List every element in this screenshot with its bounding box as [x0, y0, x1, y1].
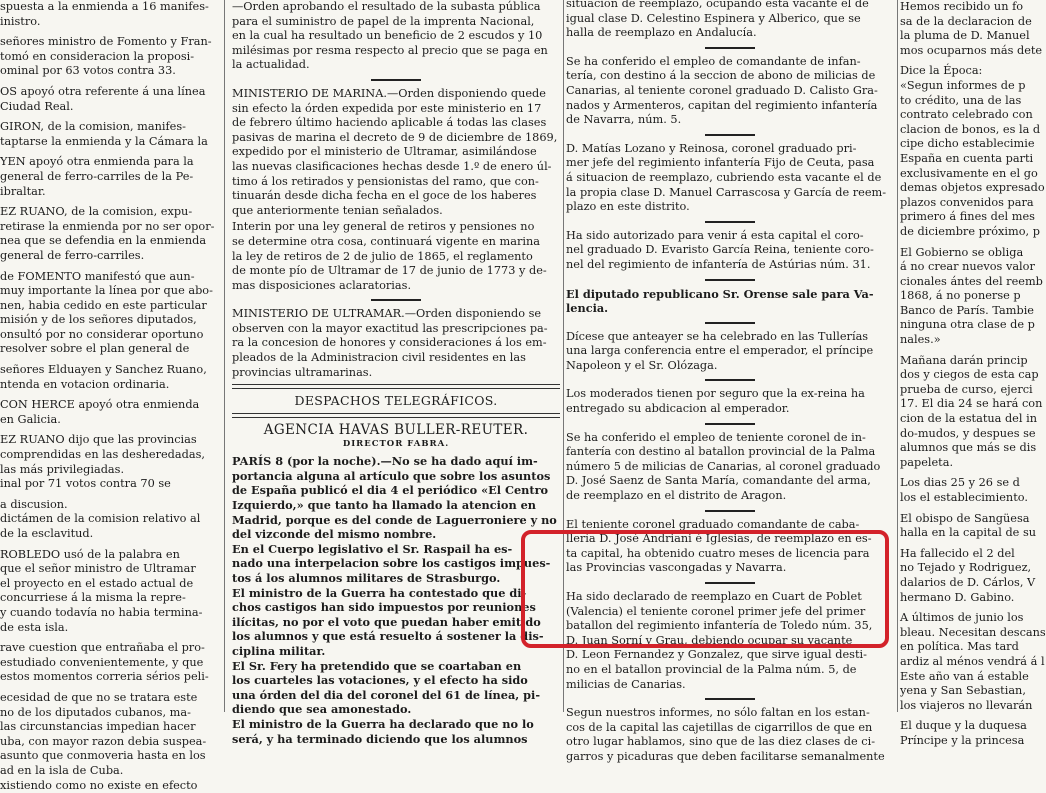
text-line: YEN apoyó otra enmienda para la: [0, 155, 214, 170]
paragraph: [0, 498, 214, 542]
text-line: EZ RUANO, de la comision, expu-: [0, 205, 214, 220]
text-line: inal por 71 votos contra 70 se: [0, 477, 214, 492]
text-line: Ha sido declarado de reemplazo en Cuart de Poblet: [566, 590, 894, 605]
separator: [705, 47, 755, 49]
text-line: papeleta.: [900, 456, 1042, 471]
text-line: entregado su abdicacion al emperador.: [566, 402, 894, 417]
text-line: Interin por una ley general de retiros y pensiones no: [232, 220, 560, 235]
text-line: El diputado republicano Sr. Orense sale para Va-: [566, 287, 894, 302]
text-line: de FOMENTO manifestó que aun-: [0, 270, 214, 285]
text-line: dictámen de la comision relativo al: [0, 512, 214, 527]
text-line: ntenda en votacion ordinaria.: [0, 378, 214, 393]
text-line: El Gobierno se obliga: [900, 246, 1042, 261]
orense-paragraph: [566, 287, 894, 316]
agency-title: AGENCIA HAVAS BULLER-REUTER.: [232, 422, 560, 439]
text-line: EZ RUANO dijo que las provincias: [0, 433, 214, 448]
text-line: sin efecto la órden expedida por este ministerio en 17: [232, 102, 560, 117]
text-line: chos castigos han sido impuestos por reuniones: [232, 600, 560, 615]
text-line: de esta isla.: [0, 621, 214, 636]
text-line: pasivas de marina el decreto de 9 de diciembre de 1869,: [232, 131, 560, 146]
paragraph: [0, 548, 214, 636]
text-line: «Segun informes de p: [900, 79, 1042, 94]
text-line: MINISTERIO DE MARINA.—Orden disponiendo quede: [232, 87, 560, 102]
text-line: hermano D. Gabino.: [900, 591, 1042, 606]
separator: [705, 221, 755, 223]
text-line: El obispo de Sangüesa: [900, 512, 1042, 527]
paragraph: [0, 691, 214, 793]
paragraph: [0, 363, 214, 392]
text-line: en política. Mas tard: [900, 640, 1042, 655]
text-line: la pluma de D. Manuel: [900, 29, 1042, 44]
paragraph: [900, 719, 1042, 748]
paragraph: [0, 270, 214, 358]
ministerio-ultramar: [232, 307, 560, 380]
highlight-box: [521, 530, 889, 648]
paragraph: [900, 64, 1042, 239]
text-line: inistro.: [0, 15, 214, 30]
paragraph: [900, 611, 1042, 713]
column-1: [0, 0, 214, 712]
text-line: retirase la enmienda por no ser opor-: [0, 220, 214, 235]
text-line: OS apoyó otra referente á una línea: [0, 85, 214, 100]
text-line: cos de la capital las cajetillas de cigarrillos de que en: [566, 721, 894, 736]
text-line: D. Juan Sorní y Grau, debiendo ocupar su vacante: [566, 634, 894, 649]
paragraph: [0, 205, 214, 263]
paragraph: [0, 120, 214, 149]
text-line: A últimos de junio los: [900, 611, 1042, 626]
text-line: PARÍS 8 (por la noche).—No se ha dado aquí im-: [232, 454, 560, 469]
paragraph: [900, 246, 1042, 348]
text-line: El duque y la duquesa: [900, 719, 1042, 734]
text-line: Príncipe y la princesa: [900, 734, 1042, 749]
text-line: mer jefe del regimiento infantería Fijo de Ceuta, pasa: [566, 156, 894, 171]
text-line: de febrero último haciendo aplicable á todas las clases: [232, 116, 560, 131]
text-line: rave cuestion que entrañaba el pro-: [0, 641, 214, 656]
text-line: los viajeros no llevarán: [900, 699, 1042, 714]
double-rule: [232, 384, 560, 389]
text-line: xistiendo como no existe en efecto: [0, 779, 214, 793]
comandante-paragraph: [566, 55, 894, 128]
text-line: Mañana darán princip: [900, 354, 1042, 369]
text-line: Este año van á estable: [900, 670, 1042, 685]
text-line: D. Leon Fernandez y Gonzalez, que sirve igual desti-: [566, 648, 894, 663]
text-line: España en cuenta parti: [900, 152, 1042, 167]
paragraph: [0, 433, 214, 491]
text-line: plazo en este distrito.: [566, 200, 894, 215]
text-line: nen, habia cedido en este particular: [0, 299, 214, 314]
text-line: Napoleon y el Sr. Olózaga.: [566, 359, 894, 374]
paragraph: [900, 547, 1042, 605]
paragraph: [900, 476, 1042, 505]
text-line: 17. El dia 24 se hará con: [900, 397, 1042, 412]
text-line: (Valencia) el teniente coronel primer jefe del primer: [566, 605, 894, 620]
text-line: D. José Saenz de Santa María, comandante del arma,: [566, 474, 894, 489]
text-line: general de ferro-carriles.: [0, 249, 214, 264]
text-line: á situacion de reemplazo, cubriendo esta vacante el de: [566, 171, 894, 186]
text-line: garros y picaduras que deben facilitarse semanalmente: [566, 750, 894, 765]
text-line: muy importante la línea por que abo-: [0, 284, 214, 299]
text-line: Se ha conferido el empleo de teniente coronel de in-: [566, 431, 894, 446]
paragraph: [900, 0, 1042, 58]
text-line: del vizconde del mismo nombre.: [232, 527, 560, 542]
text-line: D. Matías Lozano y Reinosa, coronel graduado pri-: [566, 142, 894, 157]
text-line: estudiado convenientemente, y que: [0, 656, 214, 671]
order-paper-subasta: [232, 0, 560, 73]
text-line: comprendidas en las desheredadas,: [0, 448, 214, 463]
paragraph: [0, 35, 214, 79]
text-line: la actualidad.: [232, 58, 560, 73]
text-line: expedido por el ministerio de Ultramar, asimilándose: [232, 145, 560, 160]
director-line: DIRECTOR FABRA.: [232, 439, 560, 450]
text-line: El ministro de la Guerra ha declarado que no lo: [232, 717, 560, 732]
column-rule: [897, 0, 898, 712]
text-line: no de los diputados cubanos, ma-: [0, 706, 214, 721]
text-line: yena y San Sebastian,: [900, 684, 1042, 699]
text-line: nel graduado D. Evaristo García Reina, teniente coro-: [566, 243, 894, 258]
text-line: otro lugar hablamos, sino que de las diez clases de ci-: [566, 735, 894, 750]
text-line: Dícese que anteayer se ha celebrado en las Tullerías: [566, 330, 894, 345]
text-line: plazos convenidos para: [900, 196, 1042, 211]
retiros-paragraph: [232, 220, 560, 293]
text-line: que el señor ministro de Ultramar: [0, 562, 214, 577]
text-line: nados y Armenteros, capitan del regimiento infantería: [566, 99, 894, 114]
text-line: y cuando todavía no habia termina-: [0, 606, 214, 621]
text-line: de reemplazo en el distrito de Aragon.: [566, 489, 894, 504]
text-line: la ley de retiros de 2 de julio de 1865, el reglamento: [232, 250, 560, 265]
saenz-paragraph: [566, 431, 894, 504]
text-line: milicias de Canarias.: [566, 678, 894, 693]
text-line: do-mudos, y despues se: [900, 427, 1042, 442]
text-line: taptarse la enmienda y la Cámara la: [0, 135, 214, 150]
text-line: to crédito, una de las: [900, 94, 1042, 109]
text-line: ROBLEDO usó de la palabra en: [0, 548, 214, 563]
text-line: fantería con destino al batallon provincial de la Palma: [566, 445, 894, 460]
text-line: una larga conferencia entre el emperador, el príncipe: [566, 344, 894, 359]
separator: [371, 79, 421, 81]
text-line: igual clase D. Celestino Espinera y Alberico, que se: [566, 12, 894, 27]
lozano-paragraph: [566, 142, 894, 215]
text-line: ibraltar.: [0, 185, 214, 200]
text-line: la propia clase D. Manuel Carrascosa y García de reem-: [566, 186, 894, 201]
text-line: clacion de bonos, es la d: [900, 123, 1042, 138]
text-line: milésimas por resma respecto al precio que se paga en: [232, 44, 560, 59]
text-line: nado una interpelacion sobre los castigos impues-: [232, 556, 560, 571]
text-line: Ha fallecido el 2 del: [900, 547, 1042, 562]
text-line: exclusivamente en el go: [900, 167, 1042, 182]
text-line: demas objetos expresado: [900, 181, 1042, 196]
text-line: —Orden aprobando el resultado de la subasta pública: [232, 0, 560, 15]
text-line: señores ministro de Fomento y Fran-: [0, 35, 214, 50]
text-line: general de ferro-carriles de la Pe-: [0, 170, 214, 185]
raspail-paragraph: [232, 542, 560, 586]
text-line: Hemos recibido un fo: [900, 0, 1042, 15]
text-line: MINISTERIO DE ULTRAMAR.—Orden disponiendo se: [232, 307, 560, 322]
text-line: provincias ultramarinas.: [232, 366, 560, 381]
text-line: contrato celebrado con: [900, 108, 1042, 123]
text-line: mas disposiciones aclaratorias.: [232, 279, 560, 294]
text-line: tinuarán desde dicha fecha en el goce de los haberes: [232, 189, 560, 204]
text-line: halla en la capital de su: [900, 526, 1042, 541]
separator: [705, 322, 755, 324]
text-line: Los dias 25 y 26 se d: [900, 476, 1042, 491]
separator: [705, 423, 755, 425]
text-line: ominal por 63 votos contra 33.: [0, 64, 214, 79]
fery-paragraph: [232, 659, 560, 717]
double-rule: [232, 413, 560, 418]
text-line: no en el batallon provincial de la Palma núm. 5, de: [566, 663, 894, 678]
text-line: El ministro de la Guerra ha contestado que di-: [232, 586, 560, 601]
text-line: mos ocuparnos más dete: [900, 44, 1042, 59]
text-line: Canarias, al teniente coronel graduado D. Calisto Gra-: [566, 84, 894, 99]
paragraph: [0, 85, 214, 114]
text-line: de diciembre próximo, p: [900, 225, 1042, 240]
text-line: ad en la isla de Cuba.: [0, 764, 214, 779]
text-line: de Navarra, núm. 5.: [566, 113, 894, 128]
text-line: cionales ántes del reemb: [900, 275, 1042, 290]
text-line: señores Elduayen y Sanchez Ruano,: [0, 363, 214, 378]
text-line: asunto que conmoveria hasta en los: [0, 749, 214, 764]
text-line: no Tejado y Rodriguez,: [900, 561, 1042, 576]
paragraph: [0, 155, 214, 199]
text-line: prueba de curso, ejerci: [900, 383, 1042, 398]
text-line: las Provincias vascongadas y Navarra.: [566, 561, 894, 576]
tullerias-paragraph: [566, 330, 894, 374]
text-line: Segun nuestros informes, no sólo faltan en los estan-: [566, 706, 894, 721]
text-line: bleau. Necesitan descans: [900, 626, 1042, 641]
text-line: dalarios de D. Cárlos, V: [900, 576, 1042, 591]
text-line: concurriese á la misma la repre-: [0, 591, 214, 606]
text-line: Ciudad Real.: [0, 100, 214, 115]
paris-dispatch: [232, 454, 560, 542]
text-line: halla de reemplazo en Andalucía.: [566, 26, 894, 41]
text-line: Izquierdo,» que tanto ha llamado la atencion en: [232, 498, 560, 513]
paragraph: [0, 641, 214, 685]
text-line: los el establecimiento.: [900, 491, 1042, 506]
text-line: cipe dicho establecimie: [900, 137, 1042, 152]
text-line: las nuevas clasificaciones hechas desde 1.º de enero úl-: [232, 160, 560, 175]
text-line: misión y de los señores diputados,: [0, 313, 214, 328]
separator: [705, 510, 755, 512]
separator: [705, 134, 755, 136]
text-line: Dice la Época:: [900, 64, 1042, 79]
text-line: Madrid, porque es del conde de Laguerroniere y no: [232, 513, 560, 528]
text-line: ninguna otra clase de p: [900, 318, 1042, 333]
text-line: 1868, á no ponerse p: [900, 289, 1042, 304]
text-line: portancia alguna al artículo que sobre los asuntos: [232, 469, 560, 484]
paragraph: [900, 354, 1042, 471]
text-line: en la cual ha resultado un beneficio de 2 escudos y 10: [232, 29, 560, 44]
text-line: Los moderados tienen por seguro que la ex-reina ha: [566, 387, 894, 402]
separator: [371, 299, 421, 301]
separator: [705, 279, 755, 281]
text-line: diendo que sea amonestado.: [232, 702, 560, 717]
text-line: estos momentos correria sérios peli-: [0, 670, 214, 685]
text-line: llería D. José Andriani é Iglesias, de reemplazo en es-: [566, 532, 894, 547]
text-line: observen con la mayor exactitud las prescripciones pa-: [232, 322, 560, 337]
text-line: nales.»: [900, 333, 1042, 348]
text-line: ecesidad de que no se tratara este: [0, 691, 214, 706]
text-line: nel del regimiento de infantería de Astúrias núm. 31.: [566, 258, 894, 273]
text-line: cion de la estatua del in: [900, 412, 1042, 427]
column-rule: [224, 0, 225, 712]
text-line: primero á fines del mes: [900, 210, 1042, 225]
text-line: El Sr. Fery ha pretendido que se coartaban en: [232, 659, 560, 674]
text-line: de la esclavitud.: [0, 527, 214, 542]
text-line: GIRON, de la comision, manifes-: [0, 120, 214, 135]
text-line: tos á los alumnos militares de Strasburgo.: [232, 571, 560, 586]
text-line: timo á los retirados y pensionistas del ramo, que con-: [232, 175, 560, 190]
text-line: pleados de la Administracion civil residentes en las: [232, 351, 560, 366]
paragraph: [0, 0, 214, 29]
text-line: de monte pío de Ultramar de 17 de junio de 1773 y de-: [232, 264, 560, 279]
text-line: en Galicia.: [0, 413, 214, 428]
text-line: uba, con mayor razon debia suspea-: [0, 735, 214, 750]
text-line: á no crear nuevos valor: [900, 260, 1042, 275]
text-line: ta capital, ha obtenido cuatro meses de licencia para: [566, 547, 894, 562]
text-line: el proyecto en el estado actual de: [0, 577, 214, 592]
text-line: ra la concesion de honores y consideraciones á los em-: [232, 336, 560, 351]
text-line: se determine otra cosa, continuará vigente en marina: [232, 235, 560, 250]
garcia-reina-paragraph: [566, 229, 894, 273]
text-line: batallon del regimiento infantería de Toledo núm. 35,: [566, 619, 894, 634]
text-line: spuesta a la enmienda a 16 manifes-: [0, 0, 214, 15]
paragraph: [0, 398, 214, 427]
text-line: tomó en consideracion la proposi-: [0, 50, 214, 65]
text-line: Se ha conferido el empleo de comandante de infan-: [566, 55, 894, 70]
text-line: Ha sido autorizado para venir á esta capital el coro-: [566, 229, 894, 244]
text-line: CON HERCE apoyó otra enmienda: [0, 398, 214, 413]
separator: [705, 698, 755, 700]
text-line: para el suministro de papel de la imprenta Nacional,: [232, 15, 560, 30]
guerra-paragraph: [232, 586, 560, 659]
text-line: alumnos que más se dis: [900, 441, 1042, 456]
section-header: DESPACHOS TELEGRÁFICOS.: [232, 393, 560, 409]
text-line: los cuarteles las votaciones, y el efecto ha sido: [232, 673, 560, 688]
text-line: ciplina militar.: [232, 644, 560, 659]
guerra-declaracion: [232, 717, 560, 746]
text-line: resolver sobre el plan general de: [0, 342, 214, 357]
text-line: El teniente coronel graduado comandante de caba-: [566, 518, 894, 533]
paragraph: [900, 512, 1042, 541]
text-line: ilícitas, no por el voto que puedan haber emitido: [232, 615, 560, 630]
text-line: sa de la declaracion de: [900, 15, 1042, 30]
text-line: Banco de París. Tambie: [900, 304, 1042, 319]
ministerio-marina: [232, 87, 560, 218]
text-line: onsultó por no considerar oportuno: [0, 328, 214, 343]
separator: [705, 379, 755, 381]
text-line: situacion de reemplazo, ocupando esta vacante el de: [566, 0, 894, 12]
column-4: [900, 0, 1042, 712]
text-line: será, y ha terminado diciendo que los alumnos: [232, 732, 560, 747]
text-line: número 5 de milicias de Canarias, al coronel graduado: [566, 460, 894, 475]
text-line: ardiz al ménos vendrá á l: [900, 655, 1042, 670]
text-line: las más privilegiadas.: [0, 463, 214, 478]
reemplazo-paragraph: [566, 0, 894, 41]
estancos-paragraph: [566, 706, 894, 764]
text-line: que anteriormente tenian señalados.: [232, 204, 560, 219]
text-line: a discusion.: [0, 498, 214, 513]
moderados-paragraph: [566, 387, 894, 416]
text-line: dos y ciegos de esta cap: [900, 368, 1042, 383]
text-line: los alumnos y que está resuelto á sostener la dis-: [232, 629, 560, 644]
text-line: las circunstancias impedian hacer: [0, 720, 214, 735]
text-line: lencia.: [566, 301, 894, 316]
text-line: En el Cuerpo legislativo el Sr. Raspail ha es-: [232, 542, 560, 557]
text-line: una órden del dia del coronel del 61 de línea, pi-: [232, 688, 560, 703]
column-2: [232, 0, 560, 712]
text-line: de España publicó el dia 4 el periódico «El Centro: [232, 483, 560, 498]
text-line: tería, con destino á la seccion de abono de milicias de: [566, 69, 894, 84]
text-line: nea que se defendia en la enmienda: [0, 234, 214, 249]
